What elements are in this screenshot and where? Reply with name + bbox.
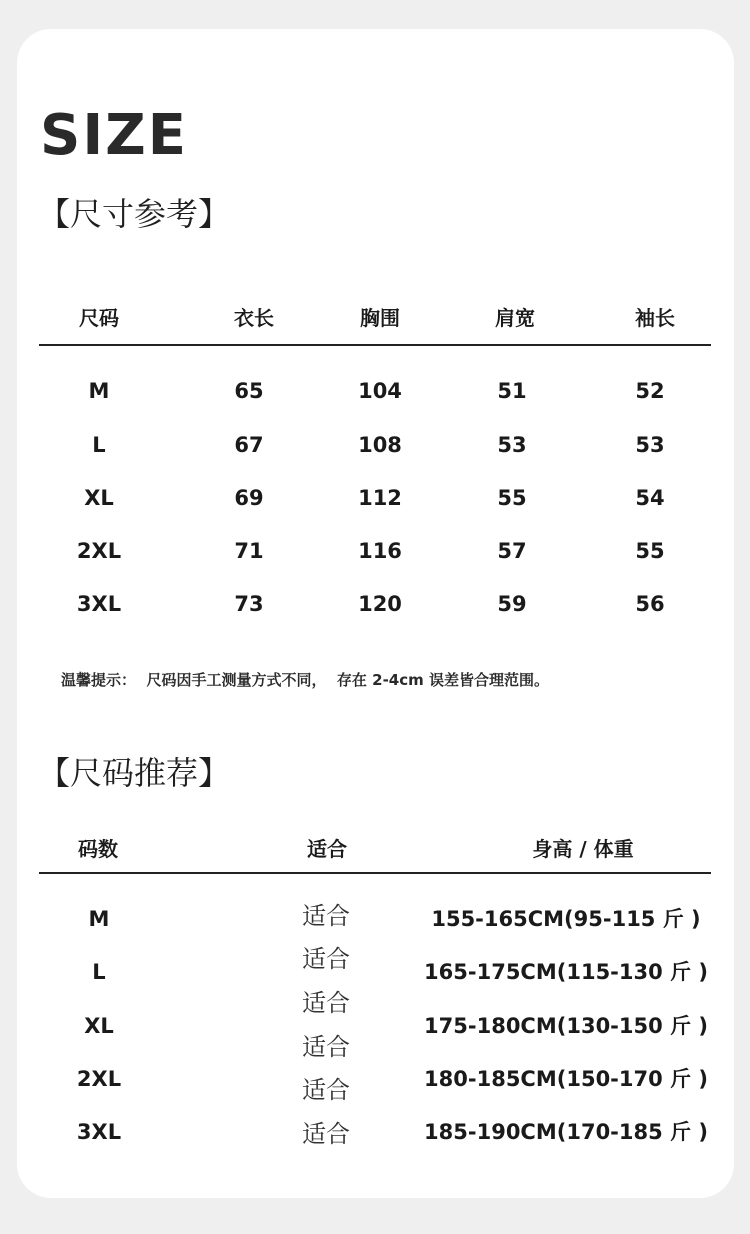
column-header-fit: 适合	[307, 837, 347, 861]
table-cell: 2XL	[76, 1067, 122, 1091]
size-reference-heading: 【尺寸参考】	[38, 195, 231, 233]
table-cell: 55	[635, 539, 665, 563]
tip-note	[61, 669, 549, 690]
table-cell: 69	[234, 486, 264, 510]
table-cell: 57	[497, 539, 527, 563]
table-cell: 52	[635, 379, 665, 403]
table-cell: 适合	[302, 989, 350, 1017]
table-cell: 适合	[302, 1120, 350, 1148]
column-header-shoulder: 肩宽	[495, 306, 535, 330]
table-cell: 185-190CM(170-185 斤 )	[424, 1120, 708, 1144]
table-cell: 155-165CM(95-115 斤 )	[431, 907, 701, 931]
table-cell: 67	[234, 433, 264, 457]
column-header-size: 尺码	[79, 306, 119, 330]
column-header-size-code: 码数	[78, 837, 118, 861]
table-cell: 112	[358, 486, 402, 510]
table-cell: 适合	[302, 1033, 350, 1061]
table-cell: 3XL	[76, 1120, 122, 1144]
table-cell: M	[88, 907, 110, 931]
table-cell: 120	[358, 592, 402, 616]
table-cell: L	[92, 433, 106, 457]
table-divider	[39, 344, 711, 346]
table-cell: 54	[635, 486, 665, 510]
table-cell: 56	[635, 592, 665, 616]
page-title: SIZE	[40, 103, 189, 168]
table-divider	[39, 872, 711, 874]
table-cell: 108	[358, 433, 402, 457]
table-cell: 53	[497, 433, 527, 457]
table-cell: XL	[84, 486, 114, 510]
table-cell: 71	[234, 539, 264, 563]
table-cell: 适合	[302, 945, 350, 973]
table-cell: 2XL	[76, 539, 122, 563]
column-header-chest: 胸围	[360, 306, 400, 330]
table-cell: 104	[358, 379, 402, 403]
column-header-length: 衣长	[234, 306, 274, 330]
table-cell: 适合	[302, 1076, 350, 1104]
table-cell: 65	[234, 379, 264, 403]
size-recommend-heading: 【尺码推荐】	[38, 754, 231, 792]
table-cell: 59	[497, 592, 527, 616]
tip-text: 尺码因手工测量方式不同， 存在 2-4cm 误差皆合理范围。	[146, 671, 549, 689]
table-cell: 180-185CM(150-170 斤 )	[424, 1067, 708, 1091]
table-cell: 53	[635, 433, 665, 457]
table-cell: L	[92, 960, 106, 984]
table-cell: XL	[84, 1014, 114, 1038]
table-cell: 175-180CM(130-150 斤 )	[424, 1014, 708, 1038]
table-cell: 165-175CM(115-130 斤 )	[424, 960, 708, 984]
table-cell: 55	[497, 486, 527, 510]
table-cell: M	[88, 379, 110, 403]
table-cell: 73	[234, 592, 264, 616]
tip-label: 温馨提示：	[61, 671, 137, 689]
table-cell: 51	[497, 379, 527, 403]
table-cell: 适合	[302, 902, 350, 930]
table-cell: 116	[358, 539, 402, 563]
column-header-height-weight: 身高 / 体重	[532, 837, 634, 861]
table-cell: 3XL	[76, 592, 122, 616]
column-header-sleeve: 袖长	[635, 306, 675, 330]
